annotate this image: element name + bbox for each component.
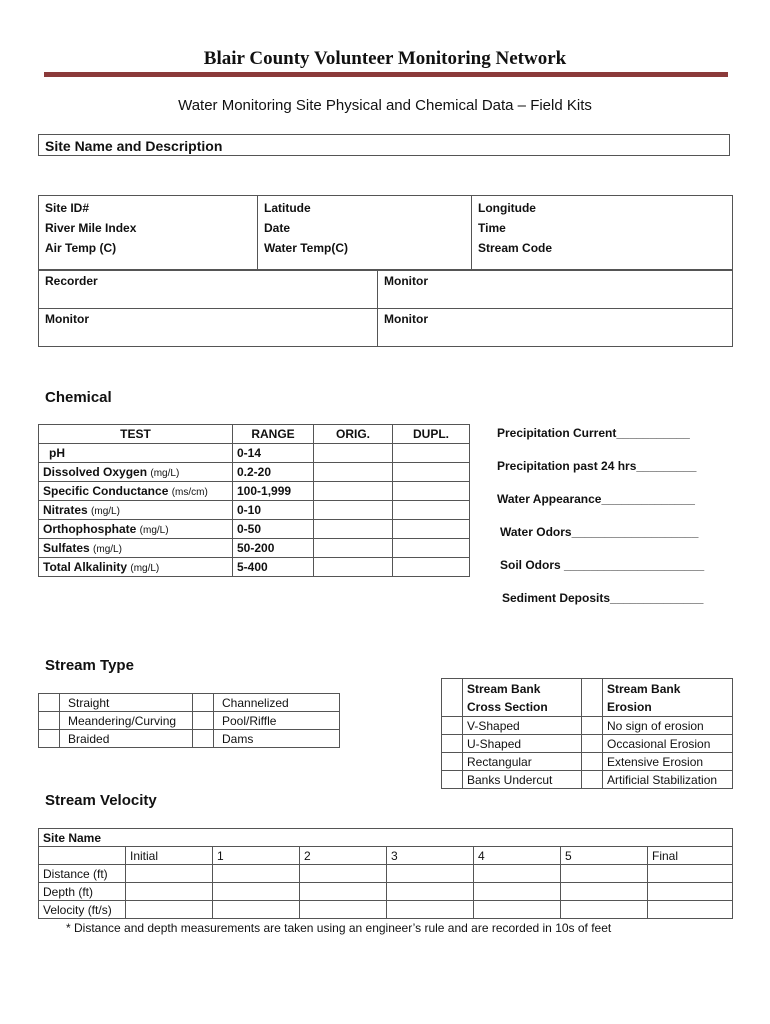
longitude-label: Longitude xyxy=(478,201,536,215)
option-banks-undercut: Banks Undercut xyxy=(463,771,582,789)
row-label: Distance (ft) xyxy=(39,865,126,883)
checkbox-extensive-erosion[interactable] xyxy=(582,753,603,771)
dupl-cell[interactable] xyxy=(393,482,470,501)
data-cell[interactable] xyxy=(213,901,300,919)
test-name: Total Alkalinity xyxy=(43,560,128,574)
data-cell[interactable] xyxy=(300,883,387,901)
col-orig: ORIG. xyxy=(314,425,393,444)
velocity-site-name[interactable]: Site Name xyxy=(39,829,733,847)
option-meandering: Meandering/Curving xyxy=(60,712,193,730)
range-value: 0-10 xyxy=(233,501,314,520)
checkbox-occasional-erosion[interactable] xyxy=(582,735,603,753)
title-rule xyxy=(44,72,728,77)
velocity-footnote: * Distance and depth measurements are taken using an engineer’s rule and are recorded in 10s of feet xyxy=(66,921,612,935)
option-channelized: Channelized xyxy=(214,694,340,712)
stream-type-table xyxy=(38,693,340,748)
velocity-corner xyxy=(39,847,126,865)
chem-row-alkalinity xyxy=(39,558,470,577)
test-name: Specific Conductance xyxy=(43,484,169,498)
orig-cell[interactable] xyxy=(314,539,393,558)
river-mile-label: River Mile Index xyxy=(45,221,137,235)
data-cell[interactable] xyxy=(561,865,648,883)
option-pool-riffle: Pool/Riffle xyxy=(214,712,340,730)
checkbox-header-spacer-2 xyxy=(582,679,603,717)
chemical-heading: Chemical xyxy=(45,389,112,406)
obs-water-odors[interactable]: Water Odors___________________ xyxy=(500,525,699,539)
data-cell[interactable] xyxy=(126,865,213,883)
option-dams: Dams xyxy=(214,730,340,748)
data-cell[interactable] xyxy=(126,901,213,919)
dupl-cell[interactable] xyxy=(393,558,470,577)
water-temp-label: Water Temp(C) xyxy=(264,241,348,255)
stream-velocity-heading: Stream Velocity xyxy=(45,792,157,809)
row-distance xyxy=(39,865,733,883)
orig-cell[interactable] xyxy=(314,558,393,577)
col-initial: Initial xyxy=(126,847,213,865)
checkbox-braided[interactable] xyxy=(39,730,60,748)
chem-row-sulfates xyxy=(39,539,470,558)
checkbox-pool-riffle[interactable] xyxy=(193,712,214,730)
data-cell[interactable] xyxy=(474,883,561,901)
cross-section-header: Stream Bank xyxy=(467,681,541,696)
obs-sediment-deposits[interactable]: Sediment Deposits______________ xyxy=(502,591,704,605)
velocity-table xyxy=(38,828,733,919)
col-range: RANGE xyxy=(233,425,314,444)
stream-code-label: Stream Code xyxy=(478,241,553,255)
col-4: 4 xyxy=(474,847,561,865)
row-depth xyxy=(39,883,733,901)
dupl-cell[interactable] xyxy=(393,444,470,463)
data-cell[interactable] xyxy=(213,865,300,883)
air-temp-label: Air Temp (C) xyxy=(45,241,117,255)
col-3: 3 xyxy=(387,847,474,865)
checkbox-channelized[interactable] xyxy=(193,694,214,712)
test-unit: (mg/L) xyxy=(130,563,160,574)
chem-row-do xyxy=(39,463,470,482)
option-artificial-stabilization: Artificial Stabilization xyxy=(603,771,733,789)
range-value: 0.2-20 xyxy=(233,463,314,482)
data-cell[interactable] xyxy=(387,883,474,901)
form-title: Water Monitoring Site Physical and Chemical Data – Field Kits xyxy=(178,97,592,114)
stream-bank-table xyxy=(441,678,733,789)
data-cell[interactable] xyxy=(387,901,474,919)
recorder-field[interactable]: Recorder xyxy=(39,271,378,309)
col-test: TEST xyxy=(39,425,233,444)
data-cell[interactable] xyxy=(474,901,561,919)
data-cell[interactable] xyxy=(474,865,561,883)
test-unit: (ms/cm) xyxy=(171,487,208,498)
checkbox-dams[interactable] xyxy=(193,730,214,748)
range-value: 0-50 xyxy=(233,520,314,539)
option-straight: Straight xyxy=(60,694,193,712)
data-cell[interactable] xyxy=(387,865,474,883)
orig-cell[interactable] xyxy=(314,463,393,482)
dupl-cell[interactable] xyxy=(393,520,470,539)
chem-row-nitrates xyxy=(39,501,470,520)
dupl-cell[interactable] xyxy=(393,501,470,520)
checkbox-rectangular[interactable] xyxy=(442,753,463,771)
chem-row-ph xyxy=(39,444,470,463)
checkbox-straight[interactable] xyxy=(39,694,60,712)
monitor-field-1[interactable]: Monitor xyxy=(378,271,733,309)
option-rectangular: Rectangular xyxy=(463,753,582,771)
row-velocity xyxy=(39,901,733,919)
col-dupl: DUPL. xyxy=(393,425,470,444)
option-no-erosion: No sign of erosion xyxy=(603,717,733,735)
data-cell[interactable] xyxy=(126,883,213,901)
checkbox-v-shaped[interactable] xyxy=(442,717,463,735)
data-cell[interactable] xyxy=(561,901,648,919)
row-label: Velocity (ft/s) xyxy=(39,901,126,919)
site-name-label: Site Name and Description xyxy=(45,138,223,154)
obs-precip-24hrs[interactable]: Precipitation past 24 hrs_________ xyxy=(497,459,697,473)
stream-type-heading: Stream Type xyxy=(45,657,134,674)
range-value: 50-200 xyxy=(233,539,314,558)
range-value: 0-14 xyxy=(233,444,314,463)
latitude-label: Latitude xyxy=(264,201,311,215)
monitor-field-3[interactable]: Monitor xyxy=(378,309,733,347)
data-cell[interactable] xyxy=(561,883,648,901)
col-final: Final xyxy=(648,847,733,865)
chem-row-orthophosphate xyxy=(39,520,470,539)
test-name: Sulfates xyxy=(43,541,90,555)
site-info-table xyxy=(38,195,733,270)
site-name-box[interactable] xyxy=(38,134,730,156)
orig-cell[interactable] xyxy=(314,482,393,501)
range-value: 100-1,999 xyxy=(233,482,314,501)
test-unit: (mg/L) xyxy=(93,544,122,555)
checkbox-meandering[interactable] xyxy=(39,712,60,730)
col-5: 5 xyxy=(561,847,648,865)
orig-cell[interactable] xyxy=(314,501,393,520)
chemical-table xyxy=(38,424,470,577)
row-label: Depth (ft) xyxy=(39,883,126,901)
chem-row-conductance xyxy=(39,482,470,501)
orig-cell[interactable] xyxy=(314,520,393,539)
col-1: 1 xyxy=(213,847,300,865)
test-unit: (mg/L) xyxy=(150,468,180,479)
option-v-shaped: V-Shaped xyxy=(463,717,582,735)
test-name: Nitrates xyxy=(43,503,88,517)
cross-section-header-2: Cross Section xyxy=(467,699,548,714)
dupl-cell[interactable] xyxy=(393,539,470,558)
site-id-label: Site ID# xyxy=(45,201,90,215)
col-2: 2 xyxy=(300,847,387,865)
test-unit: (mg/L) xyxy=(139,525,169,536)
data-cell[interactable] xyxy=(300,901,387,919)
test-name: Dissolved Oxygen xyxy=(43,465,148,479)
obs-water-appearance[interactable]: Water Appearance______________ xyxy=(497,492,695,506)
erosion-header-2: Erosion xyxy=(607,699,652,714)
option-braided: Braided xyxy=(60,730,193,748)
data-cell[interactable] xyxy=(648,901,733,919)
checkbox-artificial-stabilization[interactable] xyxy=(582,771,603,789)
monitor-field-2[interactable]: Monitor xyxy=(39,309,378,347)
checkbox-banks-undercut[interactable] xyxy=(442,771,463,789)
data-cell[interactable] xyxy=(648,883,733,901)
test-unit: (mg/L) xyxy=(91,506,120,517)
data-cell[interactable] xyxy=(300,865,387,883)
option-occasional-erosion: Occasional Erosion xyxy=(603,735,733,753)
option-u-shaped: U-Shaped xyxy=(463,735,582,753)
date-label: Date xyxy=(264,221,291,235)
time-label: Time xyxy=(478,221,506,235)
checkbox-u-shaped[interactable] xyxy=(442,735,463,753)
obs-precip-current[interactable]: Precipitation Current___________ xyxy=(497,426,690,440)
data-cell[interactable] xyxy=(648,865,733,883)
checkbox-header-spacer xyxy=(442,679,463,717)
orig-cell[interactable] xyxy=(314,444,393,463)
org-title: Blair County Volunteer Monitoring Network xyxy=(203,48,567,69)
checkbox-no-erosion[interactable] xyxy=(582,717,603,735)
test-name: Orthophosphate xyxy=(43,522,137,536)
obs-soil-odors[interactable]: Soil Odors _____________________ xyxy=(500,558,705,572)
people-table xyxy=(38,270,733,347)
dupl-cell[interactable] xyxy=(393,463,470,482)
test-name: pH xyxy=(49,446,65,460)
data-cell[interactable] xyxy=(213,883,300,901)
erosion-header: Stream Bank xyxy=(607,681,681,696)
range-value: 5-400 xyxy=(233,558,314,577)
option-extensive-erosion: Extensive Erosion xyxy=(603,753,733,771)
